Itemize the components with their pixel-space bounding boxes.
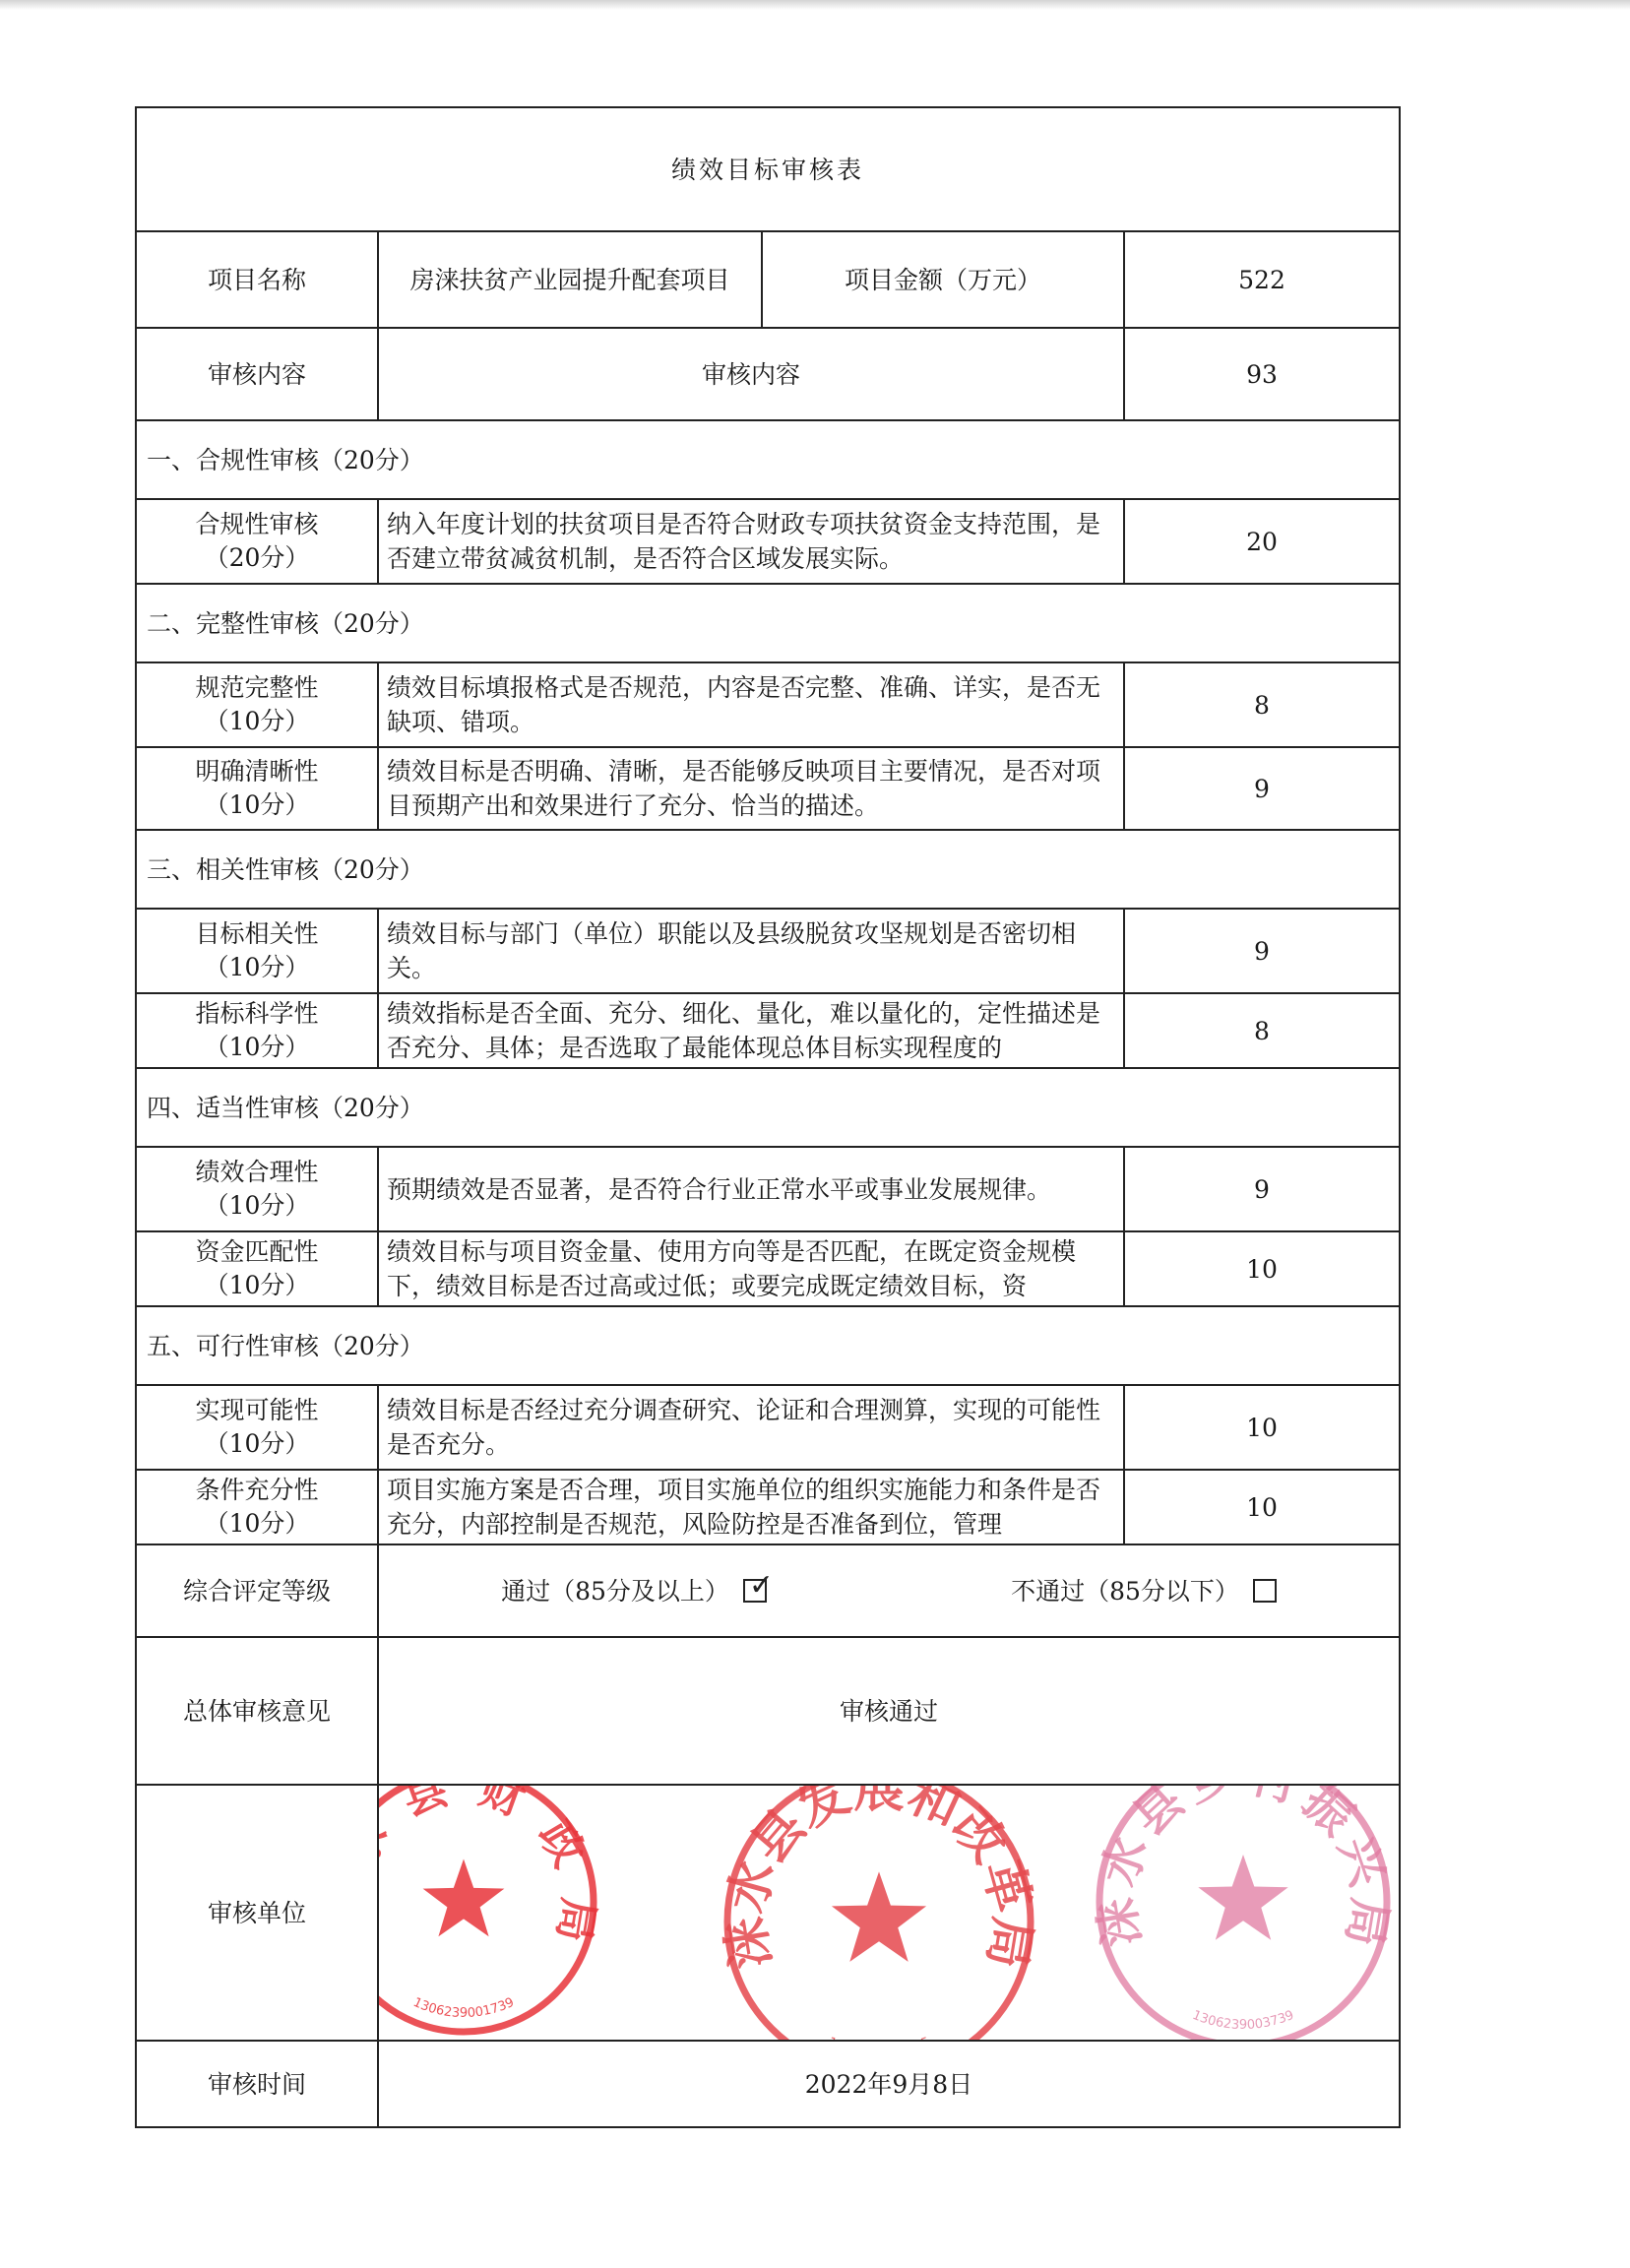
project-amount-label: 项目金额（万元） <box>762 231 1124 328</box>
criteria-score: 9 <box>1124 747 1400 830</box>
criteria-description <box>378 1470 1124 1544</box>
review-content-header: 审核内容 <box>378 328 1124 420</box>
criteria-description-text: 项目实施方案是否合理，项目实施单位的组织实施能力和条件是否充分，内部控制是否规范，风险防控是否准备到位，管理 <box>387 1476 1101 1539</box>
opinion-label: 总体审核意见 <box>136 1637 378 1785</box>
criteria-description-text: 绩效目标与项目资金量、使用方向等是否匹配，在既定资金规模下，绩效目标是否过高或过低；或要完成既定绩效目标，资 <box>387 1237 1077 1300</box>
section-title: 二、完整性审核（20分） <box>136 584 1400 662</box>
project-name-label: 项目名称 <box>136 231 378 328</box>
review-date: 2022年9月8日 <box>378 2041 1400 2127</box>
project-name-value: 房涞扶贫产业园提升配套项目 <box>378 231 762 328</box>
stamp-code: 1306239003739 <box>1190 2007 1296 2033</box>
sections <box>136 420 1400 1544</box>
criteria-score: 9 <box>1124 1147 1400 1231</box>
stamp-code: 1306239001739 <box>410 1994 517 2021</box>
stamp-rural-revitalization-bureau <box>1089 1747 1398 2041</box>
rating-label: 综合评定等级 <box>136 1544 378 1637</box>
criteria-score: 10 <box>1124 1385 1400 1470</box>
fail-checkbox[interactable] <box>1253 1579 1277 1603</box>
criteria-description-text: 绩效指标是否全面、充分、细化、量化，难以量化的，定性描述是否充分、具体；是否选取了最能体现总体目标实现程度的 <box>387 999 1101 1062</box>
criteria-points: （10分） <box>204 953 310 981</box>
criteria-description-text: 绩效目标填报格式是否规范，内容是否完整、准确、详实，是否无缺项、错项。 <box>387 673 1101 736</box>
criteria-name-text: 目标相关性 <box>195 919 319 948</box>
criteria-description <box>378 499 1124 584</box>
criteria-row <box>136 993 1400 1068</box>
criteria-name-text: 资金匹配性 <box>195 1237 319 1266</box>
opinion-text: 审核通过 <box>378 1637 1400 1785</box>
criteria-description <box>378 993 1124 1068</box>
criteria-description-text: 纳入年度计划的扶贫项目是否符合财政专项扶贫资金支持范围，是否建立带贫减贫机制，是否符合区域发展实际。 <box>387 510 1101 573</box>
criteria-description-text: 绩效目标是否明确、清晰，是否能够反映项目主要情况，是否对项目预期产出和效果进行了充分、恰当的描述。 <box>387 757 1101 820</box>
criteria-points: （10分） <box>204 790 310 819</box>
time-label: 审核时间 <box>136 2041 378 2127</box>
criteria-description-text: 绩效目标与部门（单位）职能以及县级脱贫攻坚规划是否密切相关。 <box>387 919 1077 982</box>
criteria-points: （10分） <box>204 1191 310 1220</box>
criteria-score: 10 <box>1124 1470 1400 1544</box>
criteria-points: （20分） <box>204 543 310 572</box>
stamp-text: 涞水县乡村振兴局 <box>1089 1747 1398 1951</box>
criteria-name <box>136 747 378 830</box>
criteria-row <box>136 747 1400 830</box>
section-title: 一、合规性审核（20分） <box>136 420 1400 499</box>
pass-checkbox[interactable] <box>743 1567 775 1603</box>
criteria-name-text: 实现可能性 <box>195 1396 319 1424</box>
criteria-description <box>378 1231 1124 1306</box>
criteria-name-text: 指标科学性 <box>195 999 319 1028</box>
stamp-text: 涞水县发展和改革局 <box>716 1760 1042 1973</box>
criteria-name <box>136 499 378 584</box>
stamp-finance-bureau <box>323 1764 604 2032</box>
criteria-name <box>136 1147 378 1231</box>
units-label: 审核单位 <box>136 1785 378 2041</box>
criteria-name-text: 合规性审核 <box>195 510 319 538</box>
criteria-description <box>378 909 1124 993</box>
criteria-score: 8 <box>1124 662 1400 747</box>
criteria-row <box>136 499 1400 584</box>
criteria-row <box>136 662 1400 747</box>
criteria-score: 10 <box>1124 1231 1400 1306</box>
stamp-code: 1306239003505 <box>826 2035 932 2059</box>
criteria-name-text: 条件充分性 <box>195 1476 319 1504</box>
criteria-name-text: 绩效合理性 <box>195 1158 319 1186</box>
criteria-points: （10分） <box>204 707 310 735</box>
criteria-score: 8 <box>1124 993 1400 1068</box>
section-title: 三、相关性审核（20分） <box>136 830 1400 909</box>
stamp-development-reform-bureau <box>716 1760 1042 2059</box>
criteria-row <box>136 1147 1400 1231</box>
criteria-score: 9 <box>1124 909 1400 993</box>
criteria-name-text: 明确清晰性 <box>195 757 319 786</box>
project-amount-value: 522 <box>1124 231 1400 328</box>
rating-fail-label: 不通过（85分以下） <box>1011 1576 1239 1606</box>
page-title: 绩效目标审核表 <box>136 107 1400 231</box>
criteria-name-text: 规范完整性 <box>195 673 319 702</box>
criteria-description-text: 预期绩效是否显著，是否符合行业正常水平或事业发展规律。 <box>387 1174 1052 1204</box>
star-icon <box>832 1871 926 1962</box>
star-icon <box>423 1859 505 1937</box>
criteria-row <box>136 1470 1400 1544</box>
rating-fail-option[interactable] <box>1011 1574 1277 1608</box>
criteria-row <box>136 1385 1400 1470</box>
scan-edge <box>0 0 1630 10</box>
criteria-points: （10分） <box>204 1033 310 1061</box>
stamps-area <box>323 1747 1400 2059</box>
star-icon <box>1198 1855 1287 1940</box>
review-content-label: 审核内容 <box>136 328 378 420</box>
criteria-row <box>136 909 1400 993</box>
criteria-score: 20 <box>1124 499 1400 584</box>
section-title: 四、适当性审核（20分） <box>136 1068 1400 1147</box>
criteria-name <box>136 662 378 747</box>
criteria-description <box>378 747 1124 830</box>
criteria-description <box>378 662 1124 747</box>
criteria-row <box>136 1231 1400 1306</box>
audit-table <box>135 106 1401 2128</box>
checkmark-icon: ✓ <box>748 1567 775 1603</box>
criteria-name <box>136 1470 378 1544</box>
criteria-name <box>136 1385 378 1470</box>
criteria-description-text: 绩效目标是否经过充分调查研究、论证和合理测算，实现的可能性是否充分。 <box>387 1396 1101 1459</box>
criteria-points: （10分） <box>204 1271 310 1299</box>
criteria-name <box>136 909 378 993</box>
stamp-text: 涞水县财政局 <box>323 1764 604 1946</box>
section-title: 五、可行性审核（20分） <box>136 1306 1400 1385</box>
criteria-description <box>378 1385 1124 1470</box>
total-score: 93 <box>1124 328 1400 420</box>
criteria-points: （10分） <box>204 1509 310 1538</box>
criteria-name <box>136 993 378 1068</box>
stamps-svg <box>323 1747 1400 2059</box>
criteria-description <box>378 1147 1124 1231</box>
rating-pass-label: 通过（85分及以上） <box>501 1576 729 1606</box>
criteria-points: （10分） <box>204 1429 310 1458</box>
rating-pass-option[interactable] <box>501 1567 775 1608</box>
rating-options <box>378 1544 1400 1637</box>
criteria-name <box>136 1231 378 1306</box>
